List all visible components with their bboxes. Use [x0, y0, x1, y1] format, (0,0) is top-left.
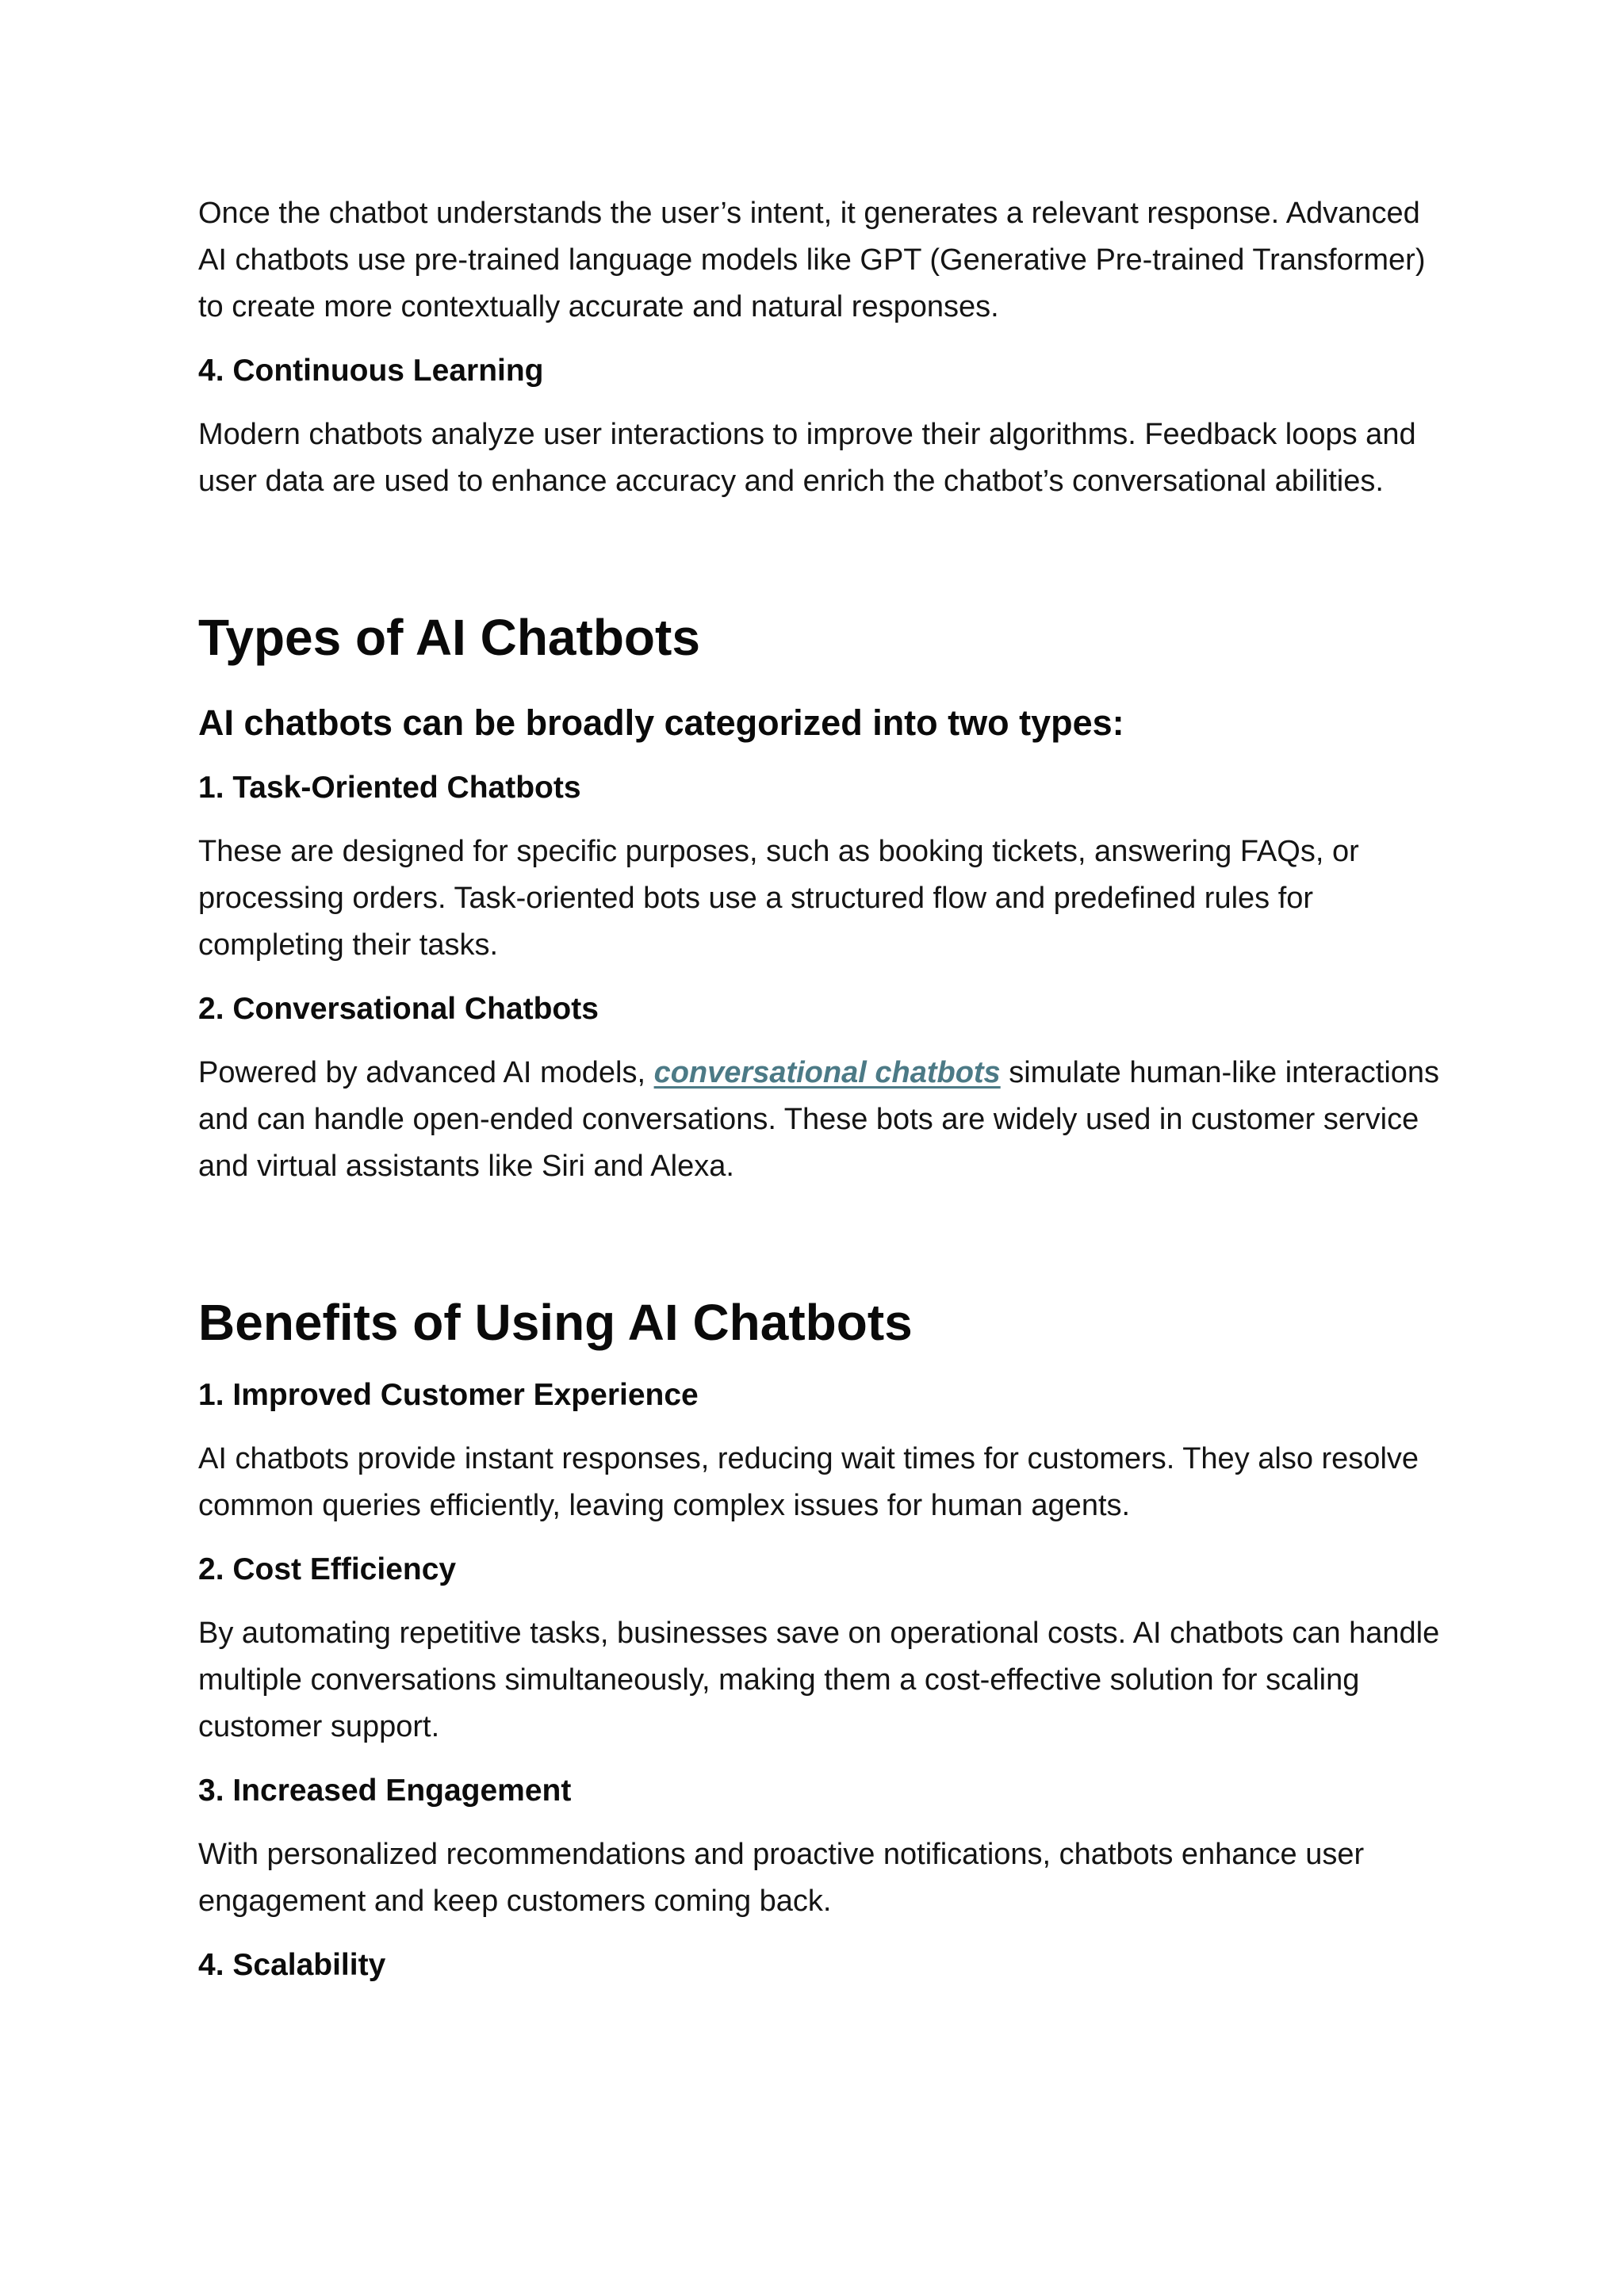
conversational-text-after: simulate human-like interactions and can handle open-ended conversations. These bots are widely used in customer service and virtual assistants like Siri and Alexa.	[198, 1056, 1440, 1183]
benefits-section-title: Benefits of Using AI Chatbots	[198, 1294, 913, 1351]
types-section-subtitle: AI chatbots can be broadly categorized into two types:	[198, 702, 1124, 743]
intro-paragraph: Once the chatbot understands the user’s intent, it generates a relevant response. Advanced AI chatbots use pre-trained language models like GPT (Generative Pre-trained Transformer) to create more contextually accurate and natural responses.	[198, 197, 1426, 323]
conversational-text-before: Powered by advanced AI models,	[198, 1056, 654, 1089]
conversational-chatbots-link[interactable]: conversational chatbots	[653, 1056, 1001, 1089]
task-oriented-paragraph: These are designed for specific purposes, such as booking tickets, answering FAQs, or processing orders. Task-oriented bots use a structured flow and predefined rules for completing their tasks.	[198, 835, 1359, 962]
cost-efficiency-heading: 2. Cost Efficiency	[198, 1552, 457, 1586]
engagement-paragraph: With personalized recommendations and proactive notifications, chatbots enhance user engagement and keep customers coming back.	[198, 1838, 1365, 1918]
customer-experience-paragraph: AI chatbots provide instant responses, reducing wait times for customers. They also resolve common queries efficiently, leaving complex issues for human agents.	[198, 1442, 1419, 1522]
continuous-learning-heading: 4. Continuous Learning	[198, 354, 544, 388]
document-page	[198, 190, 1451, 1985]
customer-experience-heading: 1. Improved Customer Experience	[198, 1378, 699, 1412]
scalability-heading: 4. Scalability	[198, 1948, 386, 1982]
continuous-learning-paragraph: Modern chatbots analyze user interactions to improve their algorithms. Feedback loops and user data are used to enhance accuracy and enrich the chatbot’s conversational abilities.	[198, 418, 1416, 498]
types-section-title: Types of AI Chatbots	[198, 609, 700, 666]
conversational-heading: 2. Conversational Chatbots	[198, 992, 599, 1026]
task-oriented-heading: 1. Task-Oriented Chatbots	[198, 771, 581, 805]
conversational-paragraph	[198, 1050, 1451, 1190]
cost-efficiency-paragraph: By automating repetitive tasks, businesses save on operational costs. AI chatbots can handle multiple conversations simultaneously, making them a cost-effective solution for scaling customer support.	[198, 1617, 1440, 1743]
engagement-heading: 3. Increased Engagement	[198, 1774, 572, 1808]
